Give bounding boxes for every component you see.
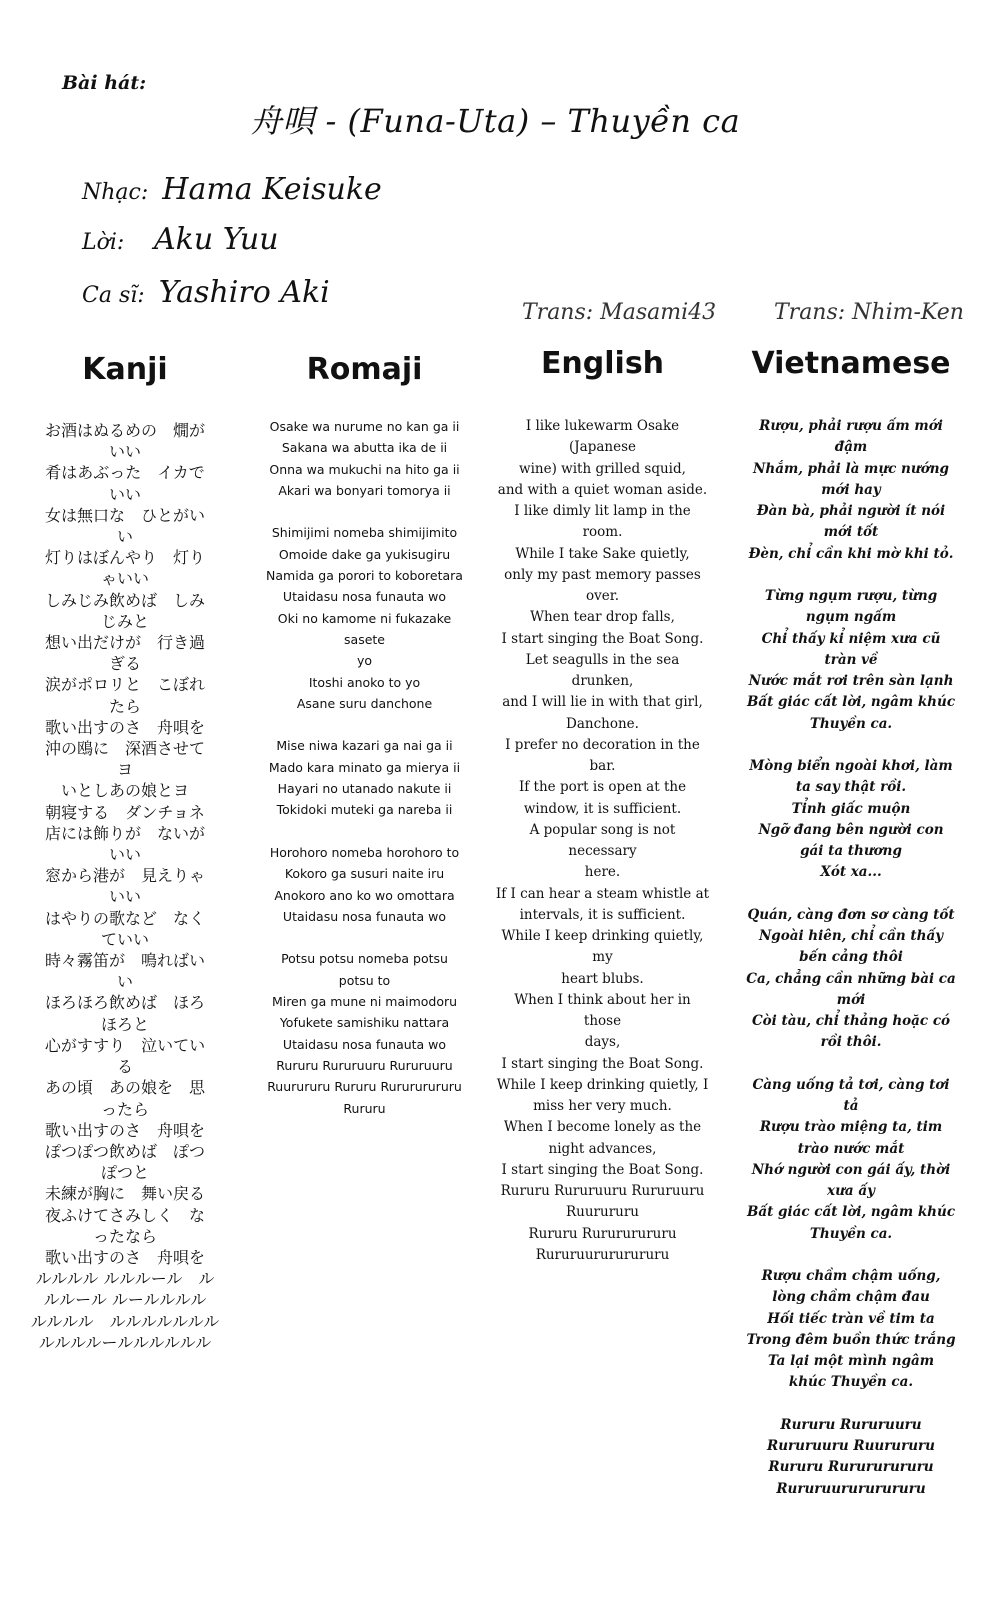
lyric-line: Shimijimi nomeba shimijimito [271, 525, 458, 541]
lyric-line: Rượu chầm chậm uống, [761, 1268, 941, 1284]
lyric-line [732, 1394, 970, 1415]
lyric-line: Ta lại một mình ngâm [767, 1353, 935, 1369]
lyric-line: Tỉnh giấc muộn [791, 800, 911, 817]
lyric-line: 肴はあぶった イカで [45, 463, 205, 483]
lyric-line: Ruurururu [566, 1204, 639, 1221]
credit-music [82, 172, 382, 207]
lyric-line: I start singing the Boat Song. [501, 1055, 704, 1072]
lyric-line: Rururu Rurururururu [528, 1225, 677, 1242]
lyric-line: Asane suru danchone [296, 695, 433, 711]
composer-name: Hama Keisuke [162, 172, 382, 207]
kanji-lyrics [30, 420, 220, 1353]
lyric-line: Trong đêm buồn thức trắng [746, 1331, 956, 1348]
lyric-line: い [116, 527, 133, 547]
lyric-line: Đàn bà, phải người ít nói [756, 503, 946, 519]
lyric-line: mới [836, 991, 866, 1008]
lyric-line: る [116, 1057, 133, 1077]
lyric-line: Xót xa... [820, 864, 882, 881]
lyric-line: Rururu Rururuuru Rururuuru [500, 1183, 705, 1199]
lyric-line: Rururu Rurururururu [768, 1459, 934, 1476]
lyric-line: いい [108, 845, 141, 865]
lyric-line: Rururu [343, 1100, 386, 1116]
lyric-line [262, 821, 467, 842]
lyric-line: Miren ga mune ni maimodoru [271, 994, 458, 1010]
vietnamese-lyrics [732, 416, 970, 1500]
lyric-line: rồi thôi. [820, 1034, 882, 1051]
lyric-line: khúc Thuyền ca. [788, 1374, 914, 1391]
lyric-line: Rururuurururururu [776, 1480, 926, 1497]
singer-label: Ca sĩ: [82, 283, 145, 308]
lyric-line: しみじみ飲めば しみ [44, 590, 205, 610]
lyric-line: days, [584, 1034, 621, 1051]
lyric-line: When I become lonely as the [503, 1119, 702, 1136]
lyric-line: Hayari no utanado nakute ii [277, 781, 452, 797]
lyric-line: ったなら [92, 1226, 157, 1246]
lyric-line: じみと [100, 611, 149, 631]
lyric-line: Ca, chẳng cần những bài ca [746, 970, 956, 987]
lyric-line: Kokoro ga susuri naite iru [284, 866, 445, 882]
lyric-line: Namida ga porori to koboretara [266, 568, 463, 584]
lyric-line: Còi tàu, chỉ thảng hoặc có [751, 1013, 951, 1029]
lyric-line: and I will lie in with that girl, [502, 694, 703, 711]
lyric-line: ルルルル ルルルール ル [35, 1269, 215, 1289]
lyric-line: Danchone. [566, 715, 639, 732]
heading-vietnamese: Vietnamese [751, 346, 951, 381]
lyric-line: here. [584, 864, 621, 881]
lyric-line: Rururuurururururu [535, 1246, 670, 1263]
lyric-line: Rượu trào miệng ta, tim [759, 1119, 943, 1136]
lyric-line: ったら [100, 1099, 149, 1119]
lyric-line: いとしあの娘とヨ [60, 781, 189, 801]
lyric-line: いい [108, 887, 141, 907]
lyric-line: Chỉ thấy kỉ niệm xưa cũ [761, 630, 941, 647]
lyric-line: ぎる [108, 654, 141, 674]
lyric-line: ヨ [116, 760, 133, 780]
lyric-line: 夜ふけてさみしく な [44, 1205, 205, 1225]
english-lyrics [495, 416, 710, 1266]
lyric-line: tả [843, 1098, 859, 1114]
lyric-line: ゃいい [100, 569, 149, 589]
lyric-line: Nước mắt rơi trên sàn lạnh [748, 673, 954, 689]
lyric-line: Yofukete samishiku nattara [279, 1015, 450, 1031]
lyric-line: Bất giác cất lời, ngâm khúc [746, 1204, 956, 1221]
lyric-line: い [116, 972, 133, 992]
lyric-line: ていい [100, 929, 149, 949]
lyric-line: đậm [834, 439, 868, 456]
credit-lyrics [82, 222, 279, 257]
lyric-line: Utaidasu nosa funauta wo [282, 589, 447, 605]
lyric-line: Rượu, phải rượu ấm mới [759, 418, 943, 434]
lyric-line: ルルール ルールルルル [43, 1290, 207, 1310]
lyric-line: Quán, càng đơn sơ càng tốt [747, 906, 955, 923]
lyric-line: たら [108, 696, 141, 716]
lyric-line: I start singing the Boat Song. [501, 1161, 704, 1178]
lyric-line: over. [585, 588, 619, 604]
lyric-line: Hối tiếc tràn về tim ta [767, 1310, 935, 1327]
lyric-line: Rururuuru Ruurururu [767, 1438, 935, 1454]
lyric-line: While I take Sake quietly, [515, 545, 690, 562]
lyric-line: Ngỡ đang bên người con [758, 821, 944, 838]
lyric-line: xưa ấy [827, 1183, 875, 1199]
lyric-line: 店には飾りが ないが [44, 823, 205, 843]
lyric-line: 窓から港が 見えりゃ [44, 866, 205, 886]
translator-english: Trans: Masami43 [522, 300, 717, 325]
lyric-line: Càng uống tả tơi, càng tơi [752, 1076, 950, 1093]
lyric-line: Mado kara minato ga mierya ii [268, 759, 461, 775]
lyric-line: 沖の鴎に 深酒させて [44, 739, 205, 759]
lyric-line: はやりの歌など なく [44, 908, 205, 928]
translator-vietnamese: Trans: Nhim-Ken [774, 300, 964, 325]
lyric-line: mới tốt [823, 524, 879, 541]
lyric-line: 未練が胸に 舞い戻る [44, 1184, 205, 1204]
lyric-line: 女は無口な ひとがい [44, 505, 205, 525]
lyric-line: If the port is open at the [518, 779, 687, 796]
lyric-line: Onna wa mukuchi na hito ga ii [269, 461, 460, 477]
lyric-line: and with a quiet woman aside. [497, 481, 708, 498]
lyric-line: 想い出だけが 行き過 [44, 633, 205, 653]
lyric-line: Thuyền ca. [809, 1225, 893, 1242]
lyric-line: Từng ngụm rượu, từng [764, 588, 938, 604]
music-label: Nhạc: [82, 180, 149, 205]
lyric-line: ほろと [100, 1014, 149, 1034]
lyric-line: Đèn, chỉ cần khi mờ khi tỏ. [748, 545, 954, 562]
lyric-line: Ngoài hiên, chỉ cần thấy [758, 928, 944, 944]
lyric-line: Ruurururu Rururu Rurururururu [267, 1079, 462, 1095]
lyric-line [262, 927, 467, 948]
lyric-line: あの頃 あの娘を 思 [44, 1078, 205, 1098]
lyric-line: night advances, [548, 1140, 657, 1157]
lyric-line: Nhớ người con gái ấy, thời [751, 1161, 951, 1178]
lyric-line: Oki no kamome ni fukazake sasete [277, 610, 452, 647]
lyric-line: ルルルル ルルルルルルル [30, 1311, 220, 1331]
lyric-line: only my past memory passes [504, 566, 701, 583]
lyric-line [732, 884, 970, 905]
lyric-line: trào nước mắt [797, 1140, 905, 1157]
lyric-line: ぽつと [100, 1163, 149, 1183]
heading-kanji: Kanji [82, 352, 168, 387]
lyric-line: tràn về [824, 651, 878, 668]
lyric-line: yo [356, 653, 373, 669]
lyric-line [732, 565, 970, 586]
lyric-line: gái ta thương [800, 843, 902, 859]
lyric-line: 朝寝する ダンチョネ [45, 802, 205, 822]
lyric-line: When I think about her in those [514, 991, 691, 1029]
lyric-line: wine) with grilled squid, [519, 460, 686, 477]
lyric-line: Horohoro nomeba horohoro to [269, 844, 460, 860]
lyric-line: Utaidasu nosa funauta wo [282, 1036, 447, 1052]
lyricist-name: Aku Yuu [154, 222, 279, 257]
lyric-line: Mise niwa kazari ga nai ga ii [276, 738, 453, 754]
lyric-line: lòng chầm chậm đau [772, 1289, 930, 1306]
lyric-line: いい [108, 442, 141, 462]
lyric-line: heart blubs. [561, 970, 644, 987]
lyric-line: Utaidasu nosa funauta wo [282, 908, 447, 924]
lyric-line: ぽつぽつ飲めば ぽつ [44, 1141, 205, 1161]
lyric-line [732, 1054, 970, 1075]
lyric-line: Akari wa bonyari tomorya ii [278, 482, 451, 498]
lyric-line: 灯りはぼんやり 灯り [44, 548, 205, 568]
singer-name: Yashiro Aki [158, 275, 330, 310]
lyric-line: window, it is sufficient. [523, 800, 682, 817]
lyric-line: 時々霧笛が 鳴ればい [44, 951, 205, 971]
lyric-line: I start singing the Boat Song. [501, 630, 704, 647]
lyric-line: bến cảng thôi [799, 949, 903, 966]
lyric-line: I like dimly lit lamp in the room. [514, 503, 691, 541]
lyric-line: Rururu Rururuuru [780, 1416, 922, 1433]
song-title: 舟唄 - (Funa-Uta) – Thuyền ca [249, 102, 741, 140]
credit-singer [82, 275, 330, 310]
lyric-line: Potsu potsu nomeba potsu potsu to [281, 951, 448, 988]
lyric-line: ngụm ngấm [805, 609, 897, 626]
lyric-line: Tokidoki muteki ga nareba ii [276, 802, 453, 818]
lyric-line: I like lukewarm Osake (Japanese [525, 418, 680, 456]
lyrics-label: Lời: [82, 230, 125, 255]
lyric-line: ルルルルールルルルルル [38, 1332, 212, 1352]
lyric-line: Omoide dake ga yukisugiru [278, 546, 451, 562]
lyric-line: If I can hear a steam whistle at [495, 885, 710, 902]
lyric-line: Let seagulls in the sea drunken, [525, 651, 680, 689]
lyric-line: When tear drop falls, [530, 609, 675, 626]
lyric-line: intervals, it is sufficient. [519, 906, 686, 923]
lyric-line: I prefer no decoration in the bar. [505, 736, 700, 774]
lyric-line: Nhắm, phải là mực nướng [753, 460, 949, 477]
lyric-line: 歌い出すのさ 舟唄を [44, 1247, 205, 1267]
lyric-line: お酒はぬるめの 燗が [44, 421, 205, 440]
lyric-line [732, 1245, 970, 1266]
lyric-line: Bất giác cất lời, ngâm khúc [746, 694, 956, 711]
lyric-line: 涙がポロリと こぼれ [44, 675, 205, 695]
lyric-line: While I keep drinking quietly, I [496, 1076, 709, 1093]
lyric-line: ほろほろ飲めば ほろ [44, 993, 205, 1013]
lyric-line: A popular song is not necessary [529, 821, 676, 859]
lyric-line: Thuyền ca. [809, 715, 893, 732]
lyric-line: Sakana wa abutta ika de ii [281, 440, 448, 456]
lyric-line [262, 501, 467, 522]
song-label: Bài hát: [62, 72, 147, 94]
romaji-lyrics [262, 416, 467, 1119]
lyric-line: ta say thật rồi. [795, 779, 907, 796]
lyric-line: miss her very much. [533, 1098, 672, 1114]
heading-english: English [540, 346, 665, 381]
lyric-line [262, 714, 467, 735]
lyric-line: 心がすすり 泣いてい [44, 1035, 206, 1055]
lyric-line: 歌い出すのさ 舟唄を [44, 1120, 205, 1140]
lyric-line: Anokoro ano ko wo omottara [274, 887, 455, 903]
lyric-line: 歌い出すのさ 舟唄を [44, 717, 205, 737]
lyric-line: mới hay [821, 481, 881, 498]
lyric-line: Osake wa nurume no kan ga ii [269, 419, 460, 434]
lyric-line [732, 735, 970, 756]
lyric-line: いい [108, 484, 141, 504]
heading-romaji: Romaji [306, 352, 423, 387]
lyric-line: Itoshi anoko to yo [308, 674, 421, 690]
lyric-line: Mòng biển ngoài khơi, làm [749, 758, 953, 774]
lyric-line: Rururu Rururuuru Rururuuru [276, 1057, 453, 1073]
lyric-line: While I keep drinking quietly, my [501, 928, 704, 966]
